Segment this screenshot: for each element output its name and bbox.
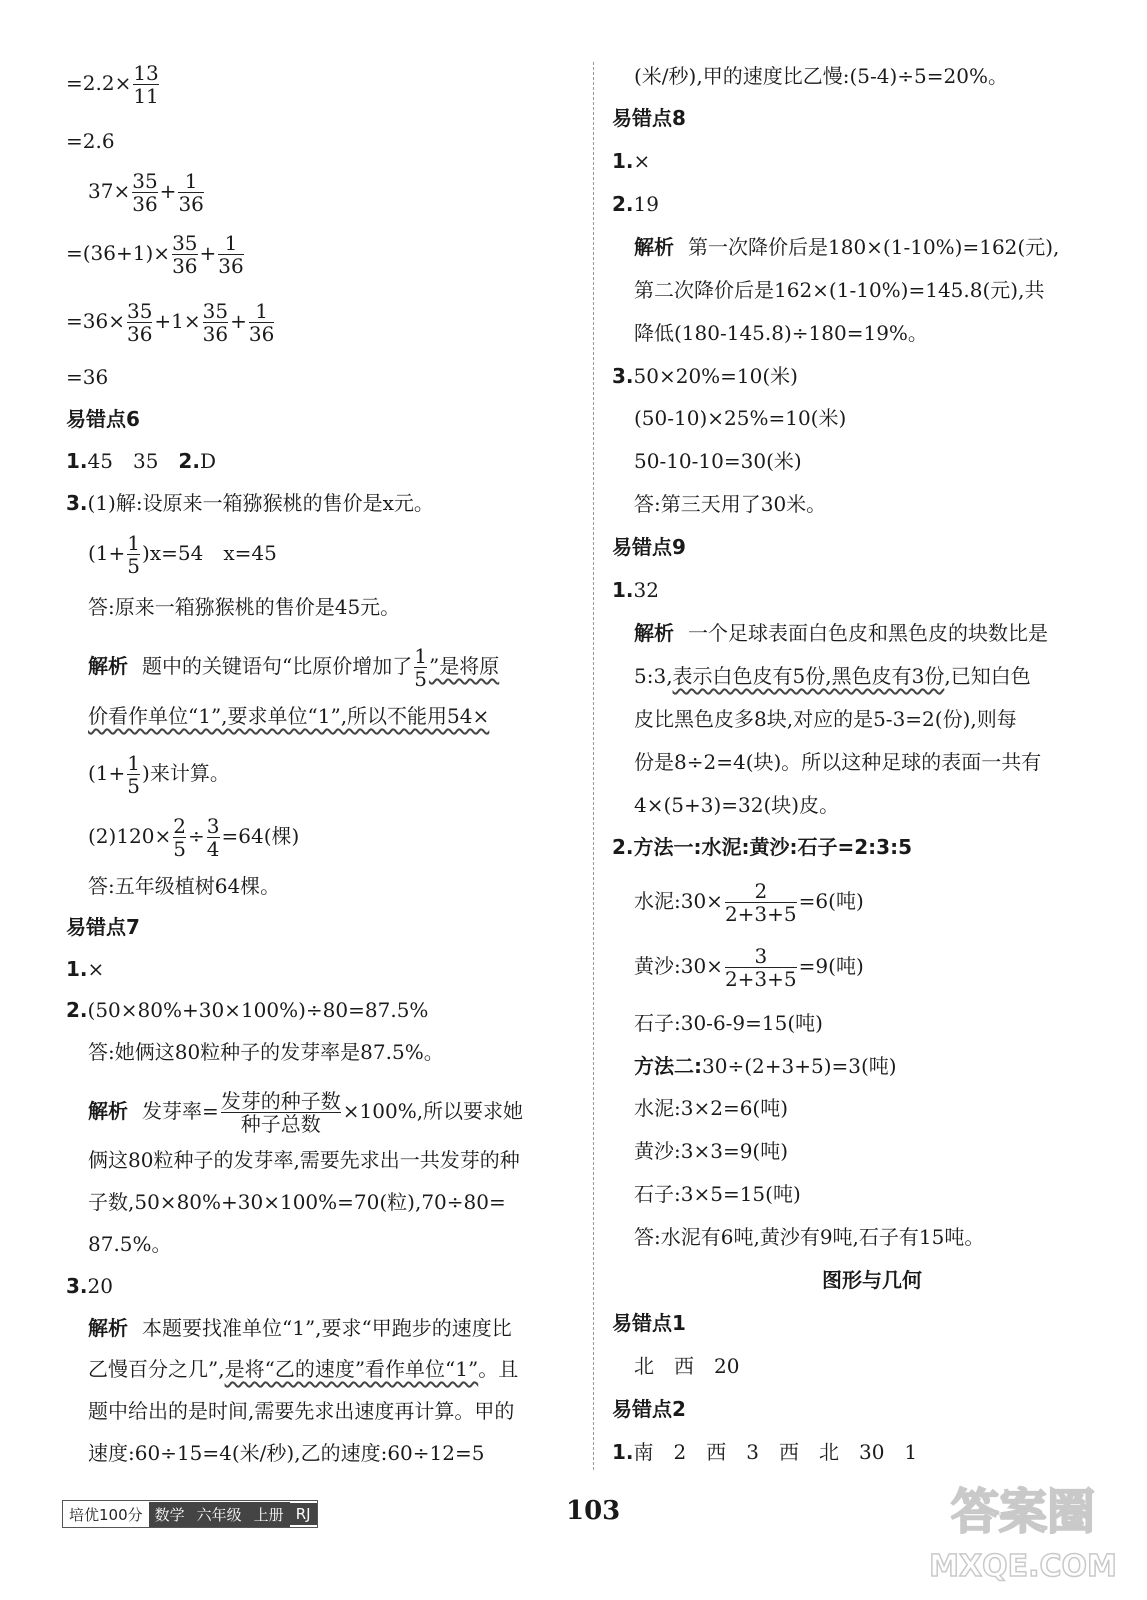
page-number: 103 bbox=[566, 1496, 621, 1526]
answer-line: 1.× bbox=[66, 957, 105, 981]
equation-line: 50-10-10=30(米) bbox=[634, 449, 802, 473]
answer-line: 1.南 2 西 3 西 北 30 1 bbox=[612, 1440, 918, 1464]
watermark-url: MXQE.COM bbox=[929, 1549, 1117, 1584]
analysis-line: 4×(5+3)=32(块)皮。 bbox=[634, 793, 840, 817]
answer-line: 答:水泥有6吨,黄沙有9吨,石子有15吨。 bbox=[634, 1225, 985, 1249]
analysis-line: (1+ $\frac{1}{5}$ )来计算。 bbox=[88, 751, 230, 798]
equation-line: 石子:3×5=15(吨) bbox=[634, 1182, 801, 1206]
answer-line: 答:第三天用了30米。 bbox=[634, 492, 827, 516]
analysis-line: 子数,50×80%+30×100%=70(粒),70÷80= bbox=[88, 1190, 506, 1214]
analysis-line: 87.5%。 bbox=[88, 1232, 172, 1256]
answer-line: 2.19 bbox=[612, 192, 659, 216]
term-label: 上册 bbox=[248, 1502, 290, 1527]
analysis-line: 解析 题中的关键语句“比原价增加了 $\frac{1}{5}$ ”是将原 bbox=[88, 644, 500, 691]
analysis-line: 解析 本题要找准单位“1”,要求“甲跑步的速度比 bbox=[88, 1316, 512, 1340]
analysis-line: 乙慢百分之几”,是将“乙的速度”看作单位“1”。且 bbox=[88, 1357, 519, 1381]
analysis-line: 5:3,表示白色皮有5份,黑色皮有3份,已知白色 bbox=[634, 664, 1031, 688]
section-heading: 易错点1 bbox=[612, 1311, 686, 1335]
analysis-line: 份是8÷2=4(块)。所以这种足球的表面一共有 bbox=[634, 750, 1042, 774]
equation-line: 石子:30-6-9=15(吨) bbox=[634, 1011, 823, 1035]
edition-label: RJ bbox=[290, 1503, 317, 1525]
answer-line: 3.20 bbox=[66, 1274, 113, 1298]
analysis-line: 解析 第一次降价后是180×(1-10%)=162(元), bbox=[634, 235, 1060, 259]
answer-line: 1.× bbox=[612, 149, 651, 173]
equation-line: 方法二:30÷(2+3+5)=3(吨) bbox=[634, 1054, 897, 1078]
grade-label: 六年级 bbox=[191, 1502, 248, 1527]
answer-line: 1.45 35 2.D bbox=[66, 449, 216, 473]
analysis-line: 俩这80粒种子的发芽率,需要先求出一共发芽的种 bbox=[88, 1148, 520, 1172]
answer-line: 答:她俩这80粒种子的发芽率是87.5%。 bbox=[88, 1040, 444, 1064]
watermark-text: 答案圈 bbox=[950, 1484, 1096, 1540]
section-heading: 易错点7 bbox=[66, 915, 140, 939]
equation-line: (2)120× $\frac{2}{5}$ ÷ $\frac{3}{4}$ =64(棵) bbox=[88, 814, 300, 861]
calc-line: =(36+1)× $\frac{35}{36}$ + $\frac{1}{36}$ bbox=[66, 231, 244, 278]
analysis-line: 价看作单位“1”,要求单位“1”,所以不能用54× bbox=[88, 704, 490, 728]
answer-line: 2.方法一:水泥:黄沙:石子=2:3:5 bbox=[612, 835, 913, 859]
section-heading: 易错点8 bbox=[612, 106, 686, 130]
section-heading: 易错点9 bbox=[612, 535, 686, 559]
analysis-line: 解析 发芽率= $\frac{\text{发芽的种子数}}{\text{种子总数}}$ ×100%,所以要求她 bbox=[88, 1089, 524, 1136]
column-divider bbox=[593, 62, 594, 1470]
subject-label: 数学 bbox=[149, 1502, 191, 1527]
calc-line: =36 bbox=[66, 365, 109, 389]
section-heading: 易错点2 bbox=[612, 1397, 686, 1421]
calc-line: =2.6 bbox=[66, 129, 115, 153]
equation-line: 黄沙:30× $\frac{3}{2+3+5}$ =9(吨) bbox=[634, 944, 864, 991]
section-title: 图形与几何 bbox=[822, 1268, 922, 1292]
watermark-logo bbox=[918, 1470, 1128, 1590]
answer-line: 3.(1)解:设原来一箱猕猴桃的售价是x元。 bbox=[66, 491, 434, 515]
answer-line: 3.50×20%=10(米) bbox=[612, 364, 798, 388]
analysis-line: (米/秒),甲的速度比乙慢:(5-4)÷5=20%。 bbox=[634, 64, 1008, 88]
section-heading: 易错点6 bbox=[66, 407, 140, 431]
book-title: 培优100分 bbox=[63, 1502, 149, 1527]
calc-line: =2.2× $\frac{13}{11}$ bbox=[66, 61, 159, 108]
answer-line: 答:五年级植树64棵。 bbox=[88, 874, 281, 898]
analysis-line: 题中给出的是时间,需要先求出速度再计算。甲的 bbox=[88, 1399, 515, 1423]
answer-line: 北 西 20 bbox=[634, 1354, 740, 1378]
equation-line: 黄沙:3×3=9(吨) bbox=[634, 1139, 789, 1163]
analysis-line: 第二次降价后是162×(1-10%)=145.8(元),共 bbox=[634, 278, 1045, 302]
book-info-bar bbox=[62, 1500, 318, 1528]
analysis-line: 降低(180-145.8)÷180=19%。 bbox=[634, 321, 928, 345]
equation-line: (50-10)×25%=10(米) bbox=[634, 406, 847, 430]
analysis-line: 皮比黑色皮多8块,对应的是5-3=2(份),则每 bbox=[634, 707, 1017, 731]
calc-line: =36× $\frac{35}{36}$ +1× $\frac{35}{36}$ + $\frac{1}{36}$ bbox=[66, 299, 275, 346]
equation-line: (1+ $\frac{1}{5}$ )x=54 x=45 bbox=[88, 531, 277, 578]
analysis-line: 速度:60÷15=4(米/秒),乙的速度:60÷12=5 bbox=[88, 1441, 485, 1465]
answer-line: 2.(50×80%+30×100%)÷80=87.5% bbox=[66, 998, 429, 1022]
answer-line: 1.32 bbox=[612, 578, 659, 602]
equation-line: 水泥:3×2=6(吨) bbox=[634, 1096, 789, 1120]
equation-line: 水泥:30× $\frac{2}{2+3+5}$ =6(吨) bbox=[634, 879, 864, 926]
calc-line: 37× $\frac{35}{36}$ + $\frac{1}{36}$ bbox=[88, 169, 204, 216]
answer-line: 答:原来一箱猕猴桃的售价是45元。 bbox=[88, 595, 401, 619]
analysis-line: 解析 一个足球表面白色皮和黑色皮的块数比是 bbox=[634, 621, 1048, 645]
